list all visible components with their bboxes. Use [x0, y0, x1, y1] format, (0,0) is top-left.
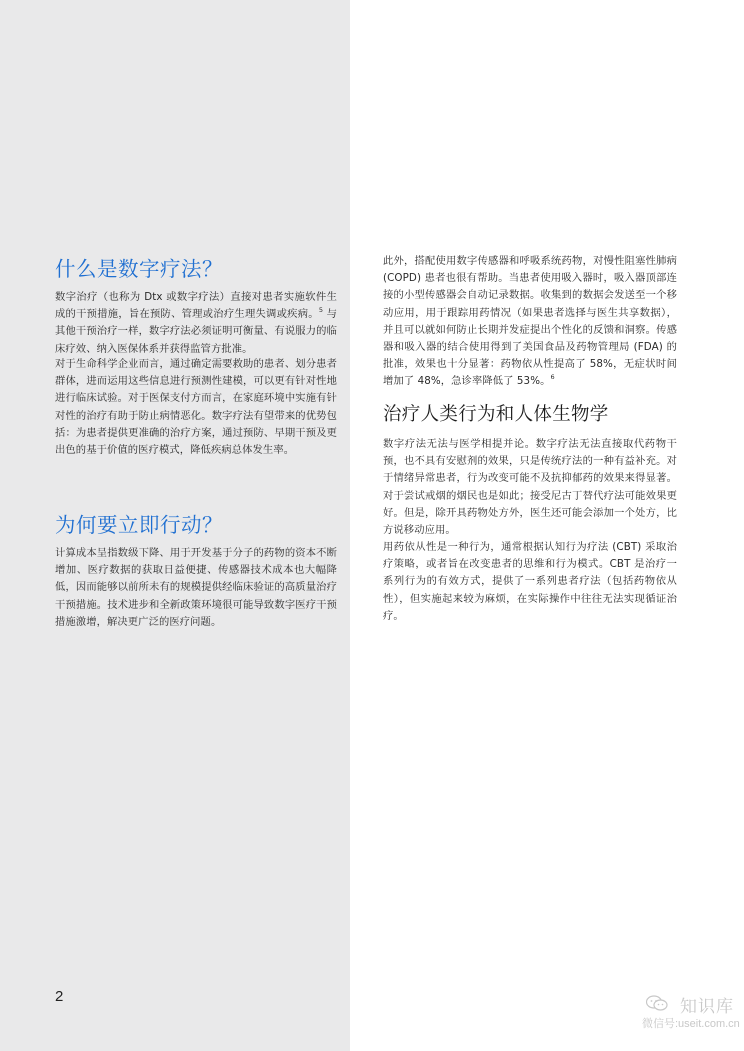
- watermark-brand: 知识库: [680, 997, 734, 1016]
- heading-what-is-digital-therapeutics: 什么是数字疗法？: [55, 257, 223, 281]
- footnote-ref: 5: [318, 306, 324, 315]
- paragraph-benefits: 对于生命科学企业而言，通过确定需要救助的患者、划分患者群体，进而运用这些信息进行预测性建模，可以更有针对性地进行临床试验。对于医保支付方而言，在家庭环境中实施有针对性的治疗有助于防止病情恶化。数字疗法有望带来的优势包括：为患者提供更准确的治疗方案，通过预防、早期干预及更出色的基于价值的医疗模式，降低疾病总体发生率。: [55, 358, 337, 457]
- paragraph-copd-text: 此外，搭配使用数字传感器和呼吸系统药物，对慢性阻塞性肺病 (COPD) 患者也很有帮助。当患者使用吸入器时，吸入器顶部连接的小型传感器会自动记录数据。收集到的数据会发送至一个移动应用，用于跟踪用药情况（如果患者选择与医生共享数据），并且可以就如何防止长期并发症提出个性化的反馈和洞察。传感器和吸入器的结合使用得到了美国食品及药物管理局 (FDA) 的批准，效果也十分显著：药物依从性提高了 58%，无症状时间增加了 48%，急诊率降低了 53%。: [383, 255, 677, 388]
- footnote-ref: 6: [550, 373, 555, 382]
- page-number: 2: [55, 988, 64, 1005]
- paragraph-copd: [383, 253, 677, 391]
- paragraph-not-replacement: 数字疗法无法与医学相提并论。数字疗法无法直接取代药物干预，也不具有安慰剂的效果，只是传统疗法的一种有益补充。对于情绪异常患者，行为改变可能不及抗抑郁药的效果来得显著。对于尝试戒烟的烟民也是如此；接受尼古丁替代疗法可能效果更好。但是，除开具药物处方外，医生还可能会添加一个处方，比方说移动应用。: [383, 438, 677, 537]
- watermark: [640, 990, 744, 1036]
- wechat-icon: [646, 995, 668, 1011]
- heading-behavior-biology: 治疗人类行为和人体生物学: [383, 404, 609, 425]
- paragraph-act-now: 计算成本呈指数级下降、用于开发基于分子的药物的资本不断增加、医疗数据的获取日益便捷、传感器技术成本也大幅降低，因而能够以前所未有的规模提供经临床验证的高质量治疗干预措施。技术进步和全新政策环境很可能导致数字医疗干预措施激增，解决更广泛的医疗问题。: [55, 547, 337, 628]
- paragraph-definition-text: 数字治疗（也称为 Dtx 或数字疗法）直接对患者实施软件生成的干预措施，旨在预防、管理或治疗生理失调或疾病。: [55, 291, 337, 321]
- paragraph-definition-tail: 与其他干预治疗一样，数字疗法必须证明可衡量、有说服力的临床疗效、纳入医保体系并获得监管方批准。: [55, 308, 337, 355]
- paragraph-cbt: 用药依从性是一种行为，通常根据认知行为疗法 (CBT) 采取治疗策略，或者旨在改变患者的思维和行为模式。CBT 是治疗一系列行为的有效方式，提供了一系列患者疗法（包括药物依从性），但实施起来较为麻烦，在实际操作中往往无法实现循证治疗。: [383, 541, 677, 622]
- heading-why-act-now: 为何要立即行动？: [55, 513, 223, 537]
- watermark-subtitle: 微信号:useit.com.cn: [642, 1018, 740, 1030]
- paragraph-definition: [55, 289, 337, 358]
